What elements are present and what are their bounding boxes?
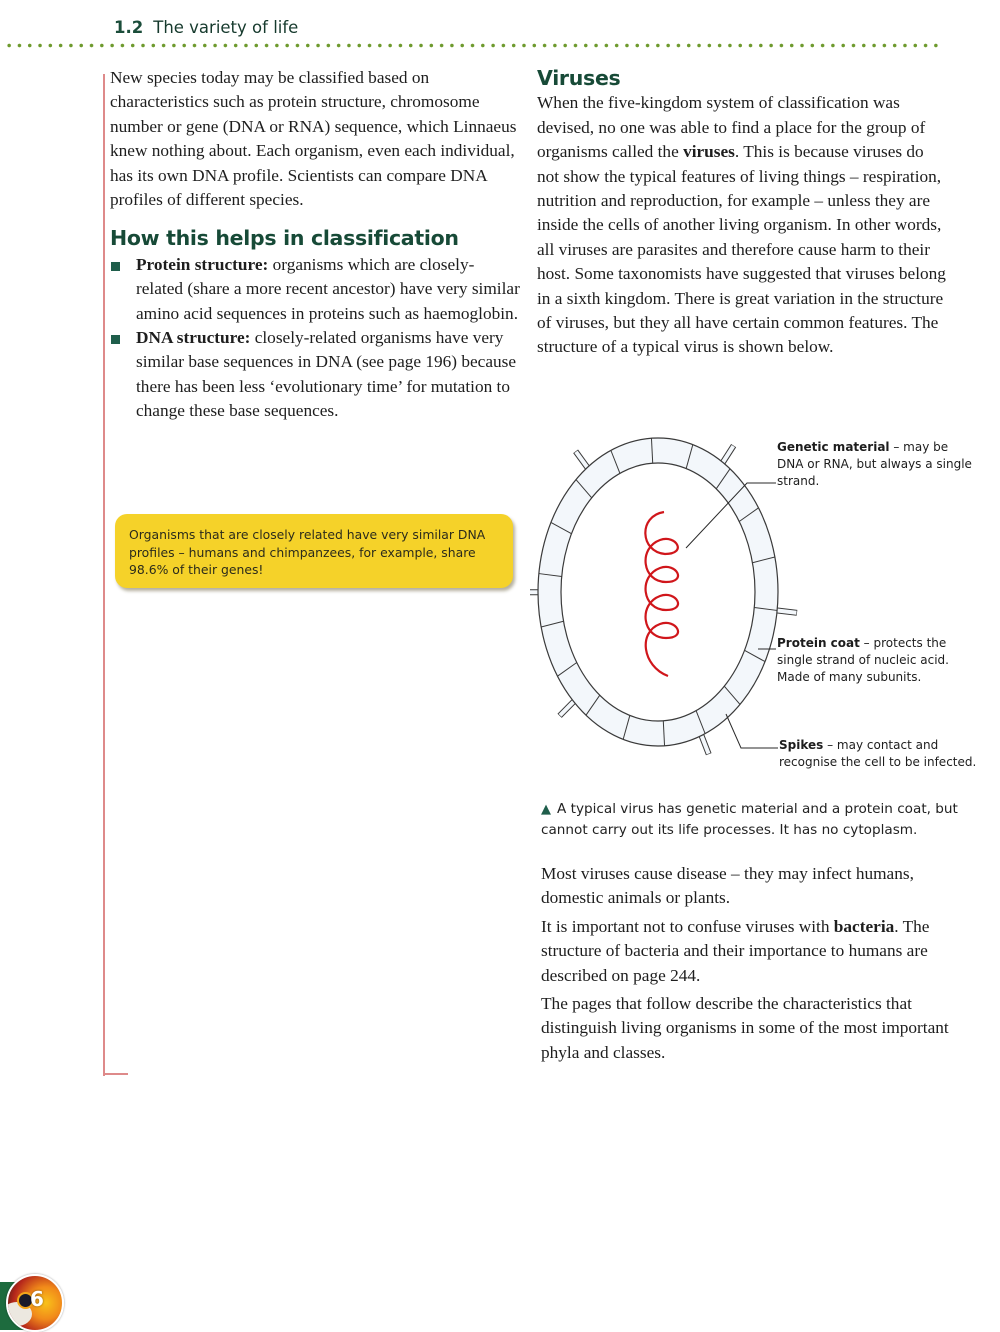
- margin-rule-horizontal: [103, 1073, 128, 1075]
- caption-triangle-icon: ▲: [541, 802, 551, 817]
- bacteria-paragraph: [541, 915, 961, 988]
- classification-list: [110, 253, 520, 424]
- bullet-square-icon: [111, 335, 120, 344]
- callout-text: Organisms that are closely related have very similar DNA profiles – humans and chimpanzees, for example, share 98.6% of their genes!: [129, 527, 485, 577]
- margin-rule-vertical: [103, 74, 105, 1076]
- text-run: . This is because viruses do not show the typical features of living things – respiration, nutrition and reproduction, for example – unless they are inside the cells of another living organism. In other words, all viruses are parasites and therefore cause harm to their host. Some taxonomists have suggested that viruses belong in a sixth kingdom. There is great variation in the structure of viruses, but they all have certain common features. The structure of a typical virus is shown below.: [537, 142, 946, 356]
- coat-inner: [561, 463, 755, 721]
- page-number: 6: [30, 1287, 44, 1311]
- figure-caption: [541, 799, 961, 841]
- label-text: – may be DNA or RNA, but always a single strand.: [777, 440, 972, 488]
- section-title: The variety of life: [153, 18, 298, 37]
- toucan-page-badge: [6, 1274, 64, 1332]
- bullet-term: DNA structure:: [136, 328, 250, 347]
- text-run: When the five-kingdom system of classification was devised, no one was able to find a place for the group of organisms called the: [537, 93, 925, 161]
- disease-paragraph: Most viruses cause disease – they may infect humans, domestic animals or plants.: [541, 862, 961, 911]
- viruses-paragraph: [537, 91, 947, 359]
- classification-heading: How this helps in classification: [110, 226, 520, 250]
- following-pages-paragraph: The pages that follow describe the characteristics that distinguish living organisms in some of the most important phyla and classes.: [541, 992, 961, 1065]
- label-term: Genetic material: [777, 440, 890, 454]
- protein-coat-label: [777, 635, 977, 686]
- label-term: Protein coat: [777, 636, 860, 650]
- viruses-heading: Viruses: [537, 66, 947, 90]
- text-run: . The structure of bacteria and their importance to humans are described on page 244.: [541, 917, 929, 985]
- intro-paragraph: New species today may be classified based on characteristics such as protein structure, chromosome number or gene (DNA or RNA) sequence, which Linnaeus knew nothing about. Each organism, even each individual, has its own DNA profile. Scientists can compare DNA profiles of different species.: [110, 66, 520, 212]
- list-item: [110, 326, 520, 424]
- bold-term: bacteria: [834, 917, 894, 936]
- list-item: [110, 253, 520, 326]
- bold-term: viruses: [683, 142, 735, 161]
- protein-coat: [538, 438, 778, 746]
- bullet-square-icon: [111, 262, 120, 271]
- label-term: Spikes: [779, 738, 823, 752]
- spikes-leader: [726, 714, 778, 748]
- dotted-divider: [4, 43, 940, 48]
- bullet-text: closely-related organisms have very similar base sequences in DNA (see page 196) because there has been less ‘evolutionary time’ for mutation to change these base sequences.: [136, 328, 516, 420]
- bullet-term: Protein structure:: [136, 255, 268, 274]
- text-run: It is important not to confuse viruses with: [541, 917, 834, 936]
- bullet-text: organisms which are closely-related (share a more recent ancestor) have very similar amino acid sequences in proteins such as haemoglobin.: [136, 255, 520, 323]
- right-column: [537, 66, 947, 360]
- spikes-label: [779, 737, 979, 771]
- fact-callout-box: [115, 514, 513, 588]
- label-text: – protects the single strand of nucleic acid. Made of many subunits.: [777, 636, 949, 684]
- caption-text: A typical virus has genetic material and a protein coat, but cannot carry out its life processes. It has no cytoplasm.: [541, 801, 958, 838]
- right-column-lower: [541, 862, 961, 1069]
- running-header: [114, 18, 298, 37]
- left-column: [110, 66, 520, 424]
- label-text: – may contact and recognise the cell to be infected.: [779, 738, 976, 769]
- section-number: 1.2: [114, 18, 143, 37]
- genetic-material-label: [777, 439, 977, 490]
